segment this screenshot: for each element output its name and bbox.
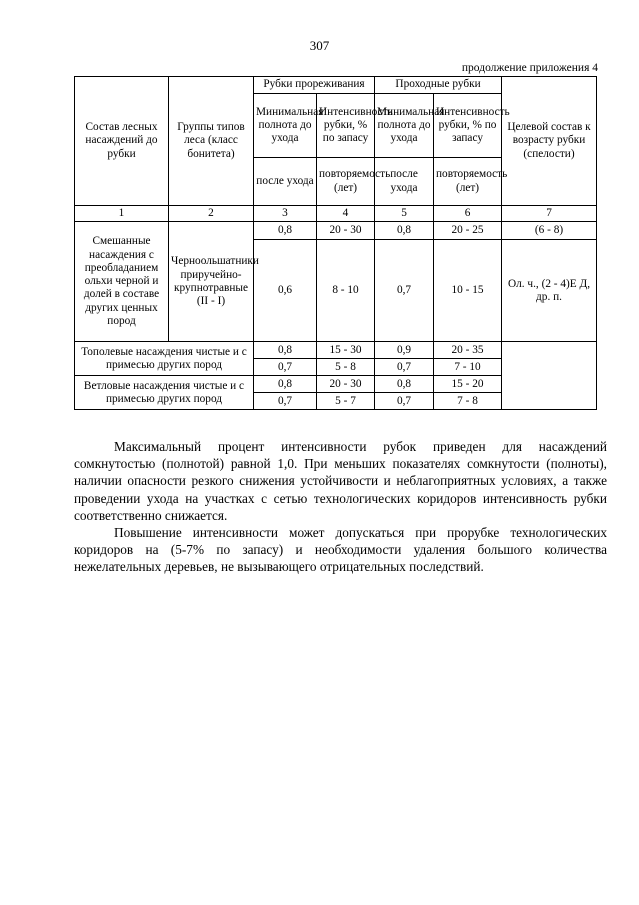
body-text	[74, 438, 607, 576]
column-number: 1	[75, 206, 169, 222]
table-cell: 0,7	[375, 359, 434, 376]
table-cell: 0,8	[375, 376, 434, 393]
poplar-label-cell: Тополевые насаждения чистые и с примесью других пород	[75, 342, 254, 376]
header-passage-repeat: повторяемость (лет)	[434, 158, 502, 206]
table-cell: 20 - 25	[434, 222, 502, 240]
table-cell: 0,8	[254, 376, 317, 393]
header-thinning-repeat: повторяемость (лет)	[317, 158, 375, 206]
paragraph-increase-note: Повышение интенсивности может допускаться при прорубке технологических коридоров на (5-7% по запасу) и необходимости удаления большого количества нежелательных деревьев, не вызывающего отрицательных последствий.	[74, 525, 607, 575]
column-number: 5	[375, 206, 434, 222]
header-passage-after: после ухода	[375, 158, 434, 206]
header-thinning-after: после ухода	[254, 158, 317, 206]
column-number: 4	[317, 206, 375, 222]
continuation-label: продолжение приложения 4	[461, 62, 598, 74]
header-thinning-group: Рубки прореживания	[254, 77, 375, 94]
page-number: 307	[309, 38, 330, 53]
table-cell: 0,7	[375, 240, 434, 342]
table-cell: 5 - 7	[317, 393, 375, 410]
table-cell: 15 - 30	[317, 342, 375, 359]
table-row	[75, 342, 597, 359]
willow-label-cell: Ветловые насаждения чистые и с примесью других пород	[75, 376, 254, 410]
table-cell: 8 - 10	[317, 240, 375, 342]
table-cell: 20 - 30	[317, 376, 375, 393]
table-cell: Ол. ч., (2 - 4)Е Д, др. п.	[502, 240, 597, 342]
table-cell: 7 - 8	[434, 393, 502, 410]
mixed-forest-type-cell: Черноольшатники приручейно-крупнотравные (II - I)	[169, 222, 254, 342]
table-cell: 0,7	[254, 393, 317, 410]
table-cell: 10 - 15	[434, 240, 502, 342]
forest-thinning-table	[74, 76, 597, 410]
table-cell: 5 - 8	[317, 359, 375, 376]
header-composition: Состав лесных насаждений до рубки	[75, 77, 169, 206]
table-cell: 0,8	[254, 342, 317, 359]
table-cell: 0,6	[254, 240, 317, 342]
column-number: 3	[254, 206, 317, 222]
table-cell: 0,8	[254, 222, 317, 240]
mixed-composition-cell: Смешанные насаждения с преобладанием ольхи черной и долей в составе других ценных пород	[75, 222, 169, 342]
column-number: 7	[502, 206, 597, 222]
table-cell: 0,8	[375, 222, 434, 240]
empty-target-cell	[502, 342, 597, 410]
header-passage-min-density: Минимальная полнота до ухода	[375, 94, 434, 158]
table-cell: 0,9	[375, 342, 434, 359]
column-number: 6	[434, 206, 502, 222]
table-cell: 7 - 10	[434, 359, 502, 376]
header-target-composition: Целевой состав к возрасту рубки (спелости)	[502, 77, 597, 206]
header-forest-type-group: Группы типов леса (класс бонитета)	[169, 77, 254, 206]
column-number-row	[75, 206, 597, 222]
paragraph-intensity-note: Максимальный процент интенсивности рубок приведен для насаждений сомкнутостью (полнотой) равной 1,0. При меньших показателях сомкнутости (полноты), наличии опасности резкого снижения устойчивости и неблагоприятных условиях, а также проведении ухода на участках с сетью технологических коридоров интенсивность рубки соответственно снижается.	[74, 439, 607, 523]
table-cell: 0,7	[375, 393, 434, 410]
header-thinning-intensity: Интенсивность рубки, % по запасу	[317, 94, 375, 158]
table-cell: 15 - 20	[434, 376, 502, 393]
header-thinning-min-density: Минимальная полнота до ухода	[254, 94, 317, 158]
table-cell: 20 - 35	[434, 342, 502, 359]
column-number: 2	[169, 206, 254, 222]
table-cell: 20 - 30	[317, 222, 375, 240]
table-row	[75, 222, 597, 240]
header-passage-group: Проходные рубки	[375, 77, 502, 94]
table-cell: (6 - 8)	[502, 222, 597, 240]
table-cell: 0,7	[254, 359, 317, 376]
header-passage-intensity: Интенсивность рубки, % по запасу	[434, 94, 502, 158]
